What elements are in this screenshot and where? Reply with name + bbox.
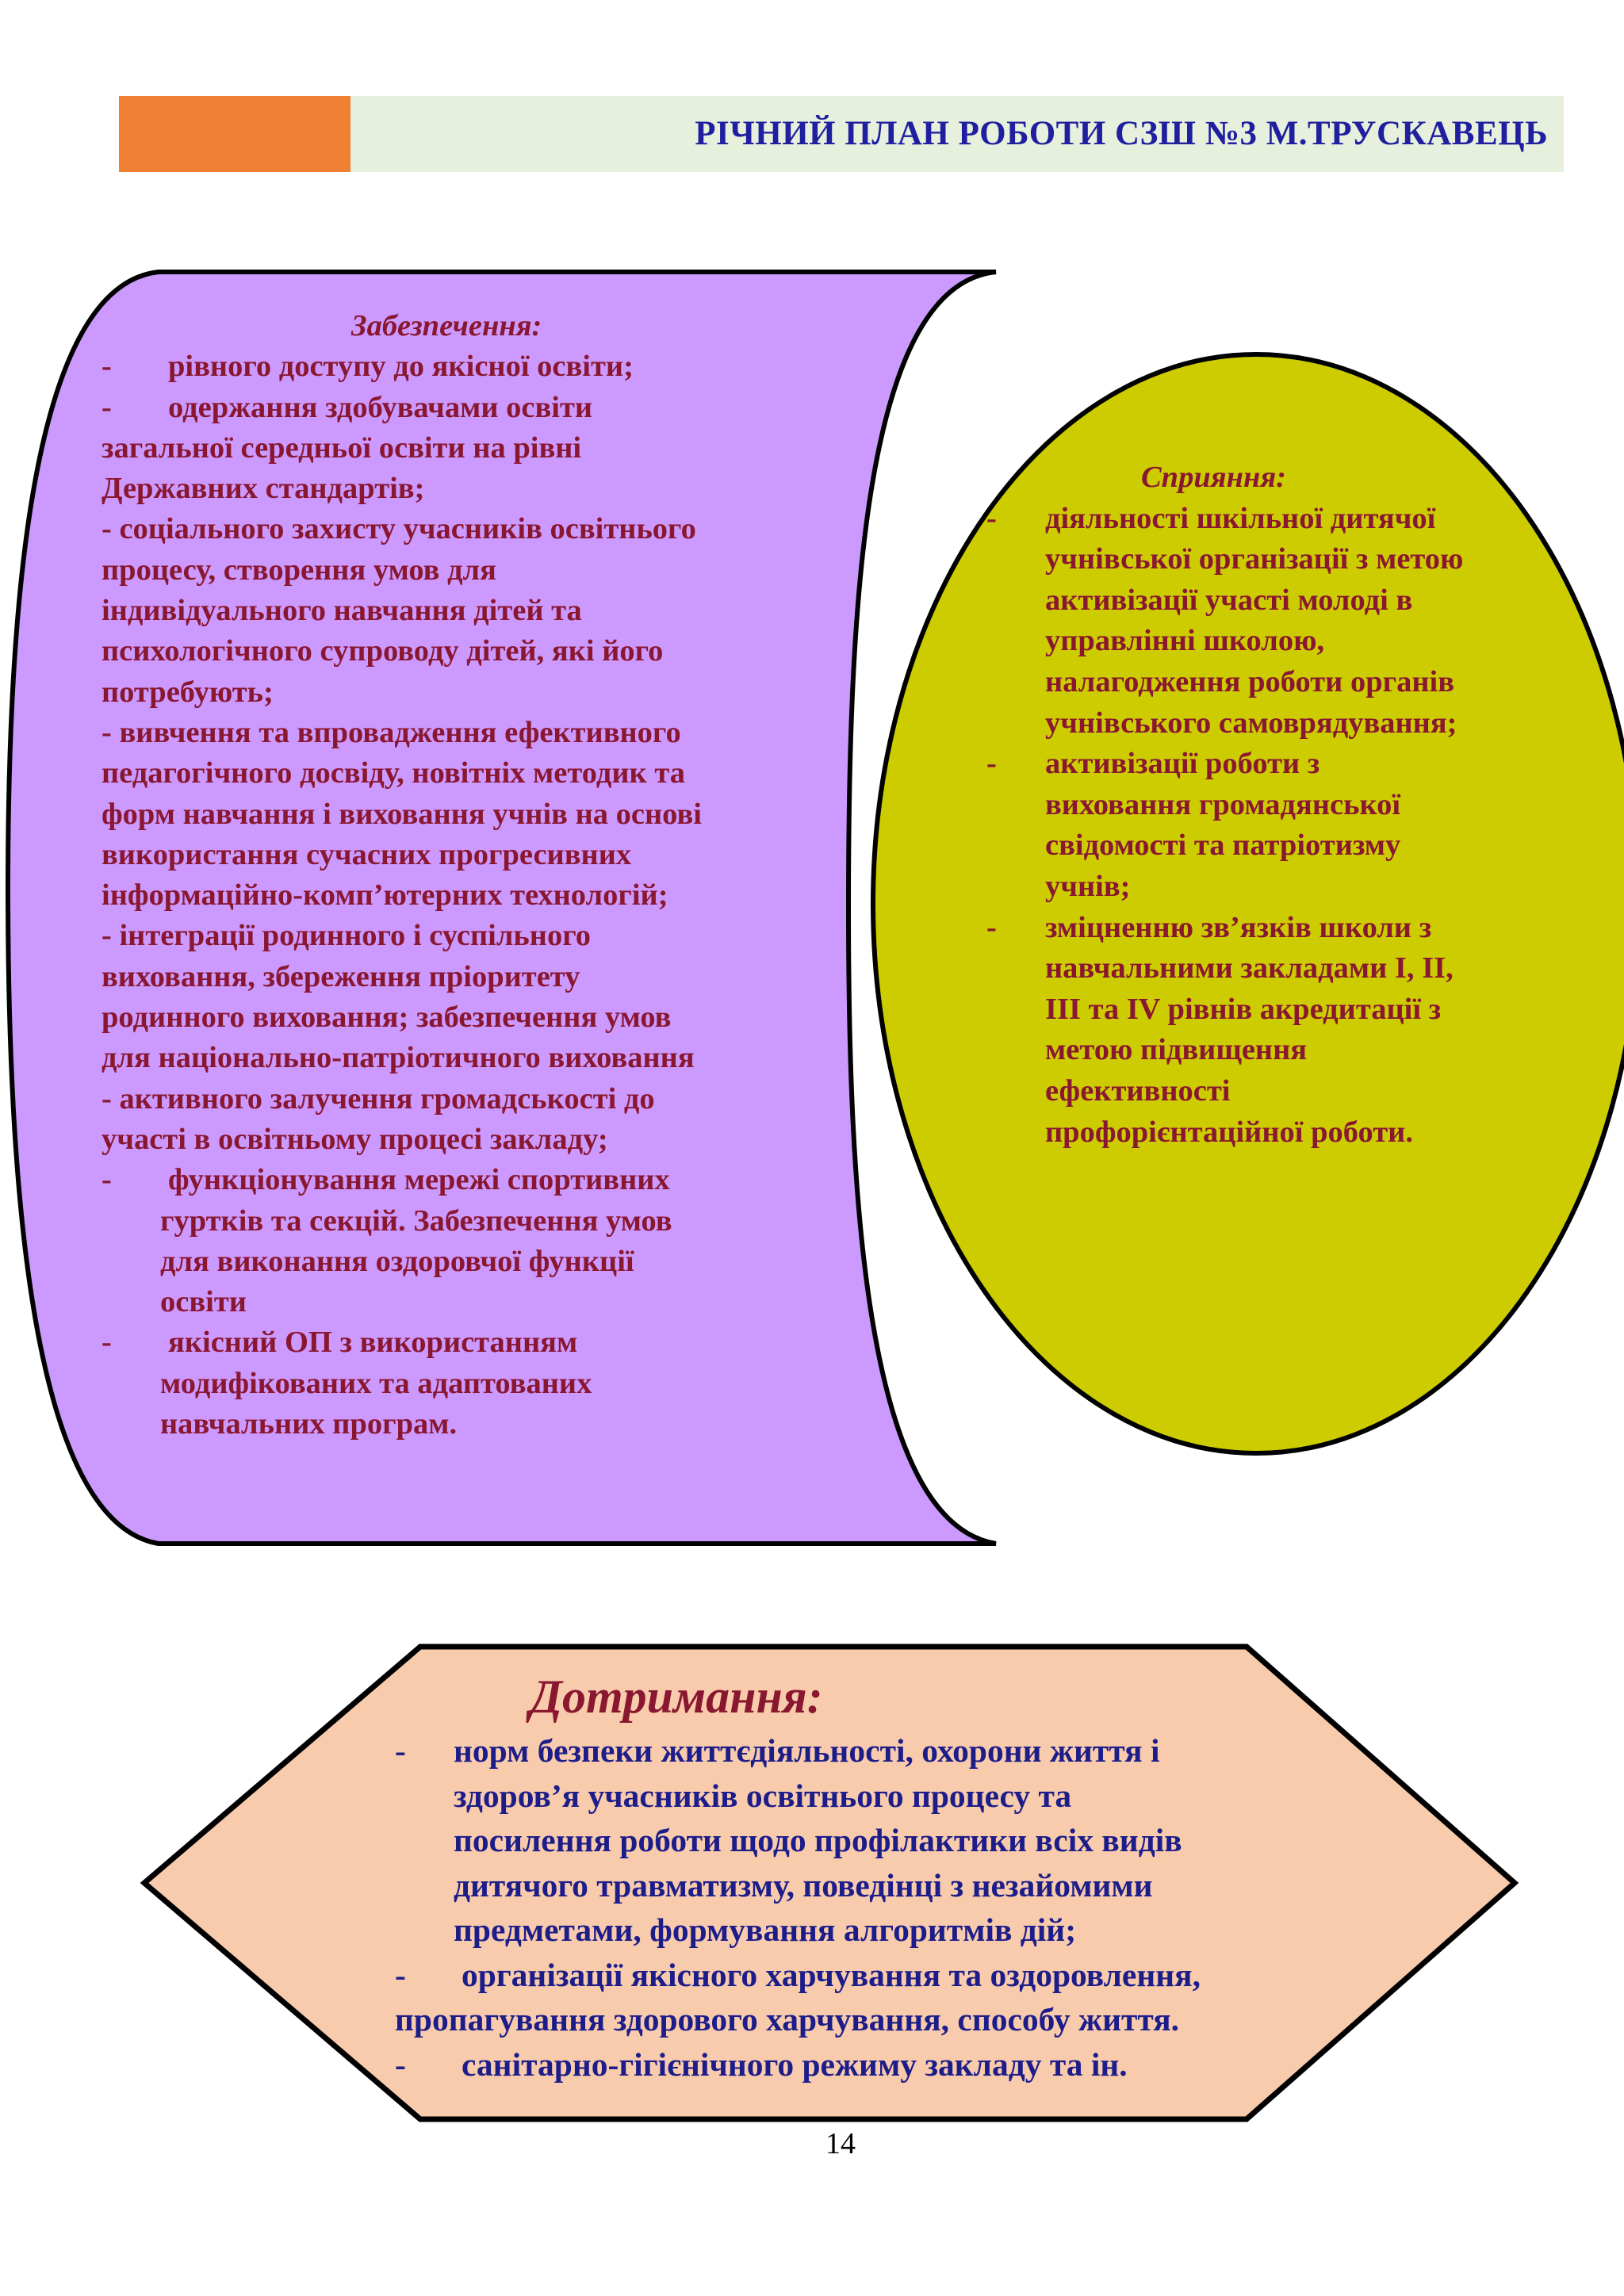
dash-marker: -: [102, 350, 112, 384]
scroll-line: родинного виховання; забезпечення умов: [102, 1001, 672, 1035]
ellipse-line: ІІІ та IV рівнів акредитації з: [1045, 992, 1442, 1026]
ellipse-text-block: [986, 457, 1573, 1153]
ellipse-line: [986, 908, 1573, 949]
dash-marker: -: [986, 910, 997, 944]
line-text: діяльності шкільної дитячої: [1045, 501, 1436, 535]
hexagon-line: здоров’я учасників освітнього процесу та: [454, 1777, 1072, 1814]
ellipse-line: налагодження роботи органів: [1045, 664, 1455, 698]
ellipse-line: [986, 499, 1573, 540]
scroll-line: - інтеграції родинного і суспільного: [102, 919, 591, 953]
hexagon-line: предметами, формування алгоритмів дій;: [454, 1911, 1077, 1948]
hexagon-line: дитячого травматизму, поведінці з незайомими: [454, 1866, 1153, 1904]
ellipse-line: управлінні школою,: [1045, 624, 1325, 658]
ellipse-line: учнівського самоврядування;: [1045, 706, 1457, 740]
hexagon-line: посилення роботи щодо профілактики всіх видів: [454, 1822, 1182, 1858]
scroll-line: для виконання оздоровчої функції: [160, 1244, 634, 1278]
page-number: 14: [825, 2127, 856, 2160]
dash-marker: -: [102, 1326, 112, 1360]
ellipse-line: активізації участі молоді в: [1045, 583, 1413, 617]
dash-marker: -: [395, 2045, 406, 2083]
scroll-line: індивідуального навчання дітей та: [102, 594, 582, 628]
line-text: санітарно-гігієнічного режиму закладу та ін.: [462, 2045, 1128, 2083]
scroll-line: процесу, створення умов для: [102, 553, 496, 587]
line-text: якісний ОП з використанням: [168, 1326, 578, 1360]
ellipse-line: виховання громадянської: [1045, 787, 1401, 821]
dash-marker: -: [986, 501, 997, 535]
scroll-line: для національно-патріотичного виховання: [102, 1041, 695, 1075]
scroll-line: інформаційно-комп’ютерних технологій;: [102, 878, 668, 913]
scroll-line: [102, 1322, 831, 1363]
ellipse-heading: Сприяння:: [1141, 461, 1286, 494]
ellipse-line: ефективності: [1045, 1073, 1231, 1108]
hexagon-heading: Дотримання:: [530, 1670, 823, 1723]
line-text: одержання здобувачами освіти: [168, 390, 593, 424]
dash-marker: -: [986, 747, 997, 781]
ellipse-line: учнівської організації з метою: [1045, 542, 1464, 576]
page-header-title: РІЧНИЙ ПЛАН РОБОТИ СЗШ №3 М.ТРУСКАВЕЦЬ: [695, 115, 1548, 152]
dash-marker: -: [395, 1732, 406, 1769]
scroll-line: психологічного супроводу дітей, які його: [102, 634, 664, 668]
scroll-line: [102, 346, 831, 387]
dash-marker: -: [395, 1956, 406, 1993]
scroll-line: навчальних програм.: [160, 1407, 458, 1441]
ellipse-line: профорієнтаційної роботи.: [1045, 1115, 1413, 1149]
dash-marker: -: [102, 390, 112, 424]
scroll-line: освіти: [160, 1285, 247, 1319]
line-text: рівного доступу до якісної освіти;: [168, 350, 634, 384]
hexagon-line: [395, 2042, 1426, 2087]
hexagon-text-block: [395, 1665, 1426, 2087]
scroll-line: [102, 1160, 831, 1200]
ellipse-line: метою підвищення: [1045, 1033, 1308, 1067]
scroll-text-block: [102, 306, 831, 1445]
scroll-line: модифікованих та адаптованих: [160, 1366, 592, 1400]
scroll-line: потребують;: [102, 675, 274, 709]
hexagon-line: [395, 1953, 1426, 1998]
line-text: норм безпеки життєдіяльності, охорони життя і: [454, 1732, 1160, 1769]
scroll-line: форм навчання і виховання учнів на основі: [102, 797, 702, 831]
hexagon-line: [395, 1728, 1426, 1774]
ellipse-line: навчальними закладами І, ІІ,: [1045, 951, 1454, 985]
scroll-line: виховання, збереження пріоритету: [102, 959, 580, 993]
scroll-line: участі в освітньому процесі закладу;: [102, 1122, 608, 1156]
ellipse-line: [986, 744, 1573, 785]
hexagon-line: пропагування здорового харчування, способу життя.: [395, 2001, 1180, 2038]
line-text: активізації роботи з: [1045, 747, 1320, 781]
line-text: організації якісного харчування та оздоровлення,: [462, 1956, 1201, 1993]
scroll-line: [102, 388, 831, 428]
scroll-line: - вивчення та впровадження ефективного: [102, 715, 681, 749]
line-text: функціонування мережі спортивних: [168, 1163, 670, 1197]
dash-marker: -: [102, 1163, 112, 1197]
line-text: зміцненню зв’язків школи з: [1045, 910, 1432, 944]
scroll-line: Державних стандартів;: [102, 472, 425, 506]
scroll-line: - активного залучення громадськості до: [102, 1081, 655, 1115]
ellipse-line: свідомості та патріотизму: [1045, 828, 1401, 863]
scroll-line: педагогічного досвіду, новітніх методик та: [102, 756, 685, 790]
scroll-heading: Забезпечення:: [351, 309, 542, 342]
scroll-line: використання сучасних прогресивних: [102, 837, 632, 871]
scroll-line: гуртків та секцій. Забезпечення умов: [160, 1203, 672, 1238]
scroll-line: - соціального захисту учасників освітнього: [102, 512, 696, 546]
ellipse-line: учнів;: [1045, 869, 1131, 903]
scroll-line: загальної середньої освіти на рівні: [102, 430, 582, 465]
